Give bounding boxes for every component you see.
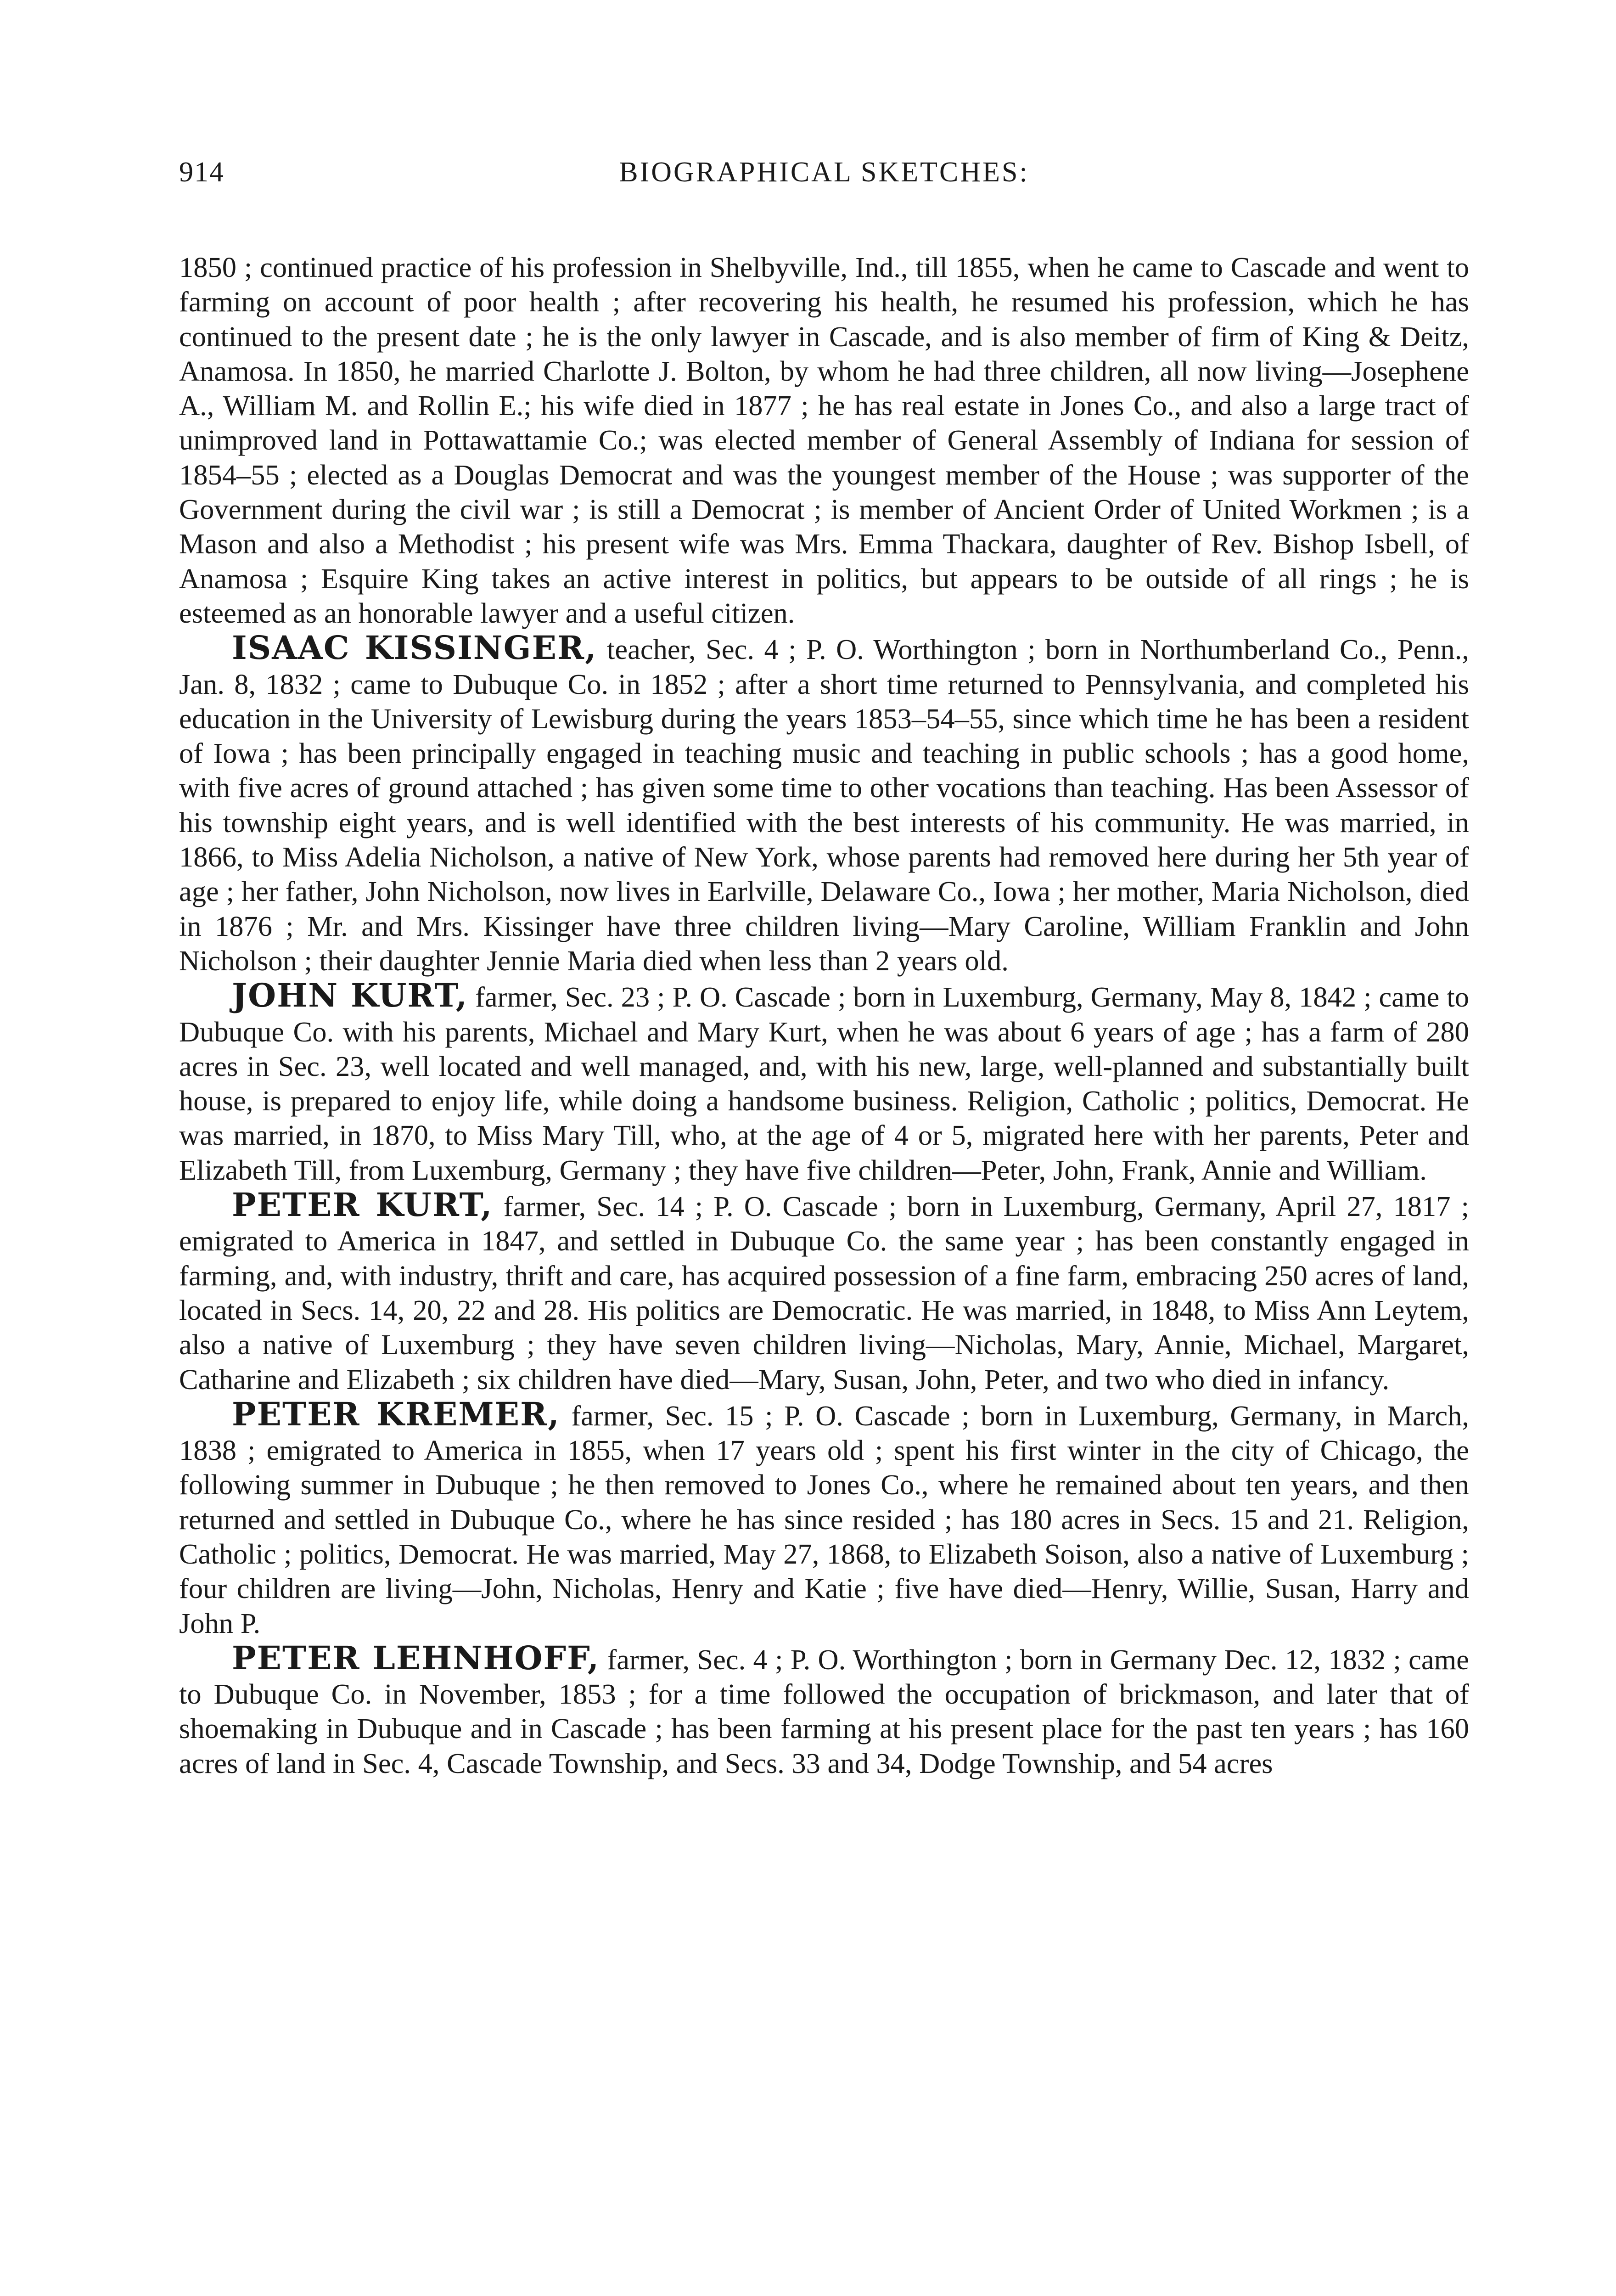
sketch-peter-kurt: [179, 1187, 1469, 1397]
sketch-name: PETER LEHNHOFF,: [232, 1638, 600, 1677]
sketch-text: teacher, Sec. 4 ; P. O. Worthington ; born in Northumberland Co., Penn., Jan. 8, 1832 ; came to Dubuque Co. in 1852 ; after a short time returned to Pennsylvania, and completed his education in the University of Lewisburg during the years 1853–54–55, since which time he has been a resident of Iowa ; has been principally engaged in teaching music and teaching in public schools ; has a good home, with five acres of ground attached ; has given some time to other vocations than teaching. Has been Assessor of his township eight years, and is well identified with the best interests of his community. He was married, in 1866, to Miss Adelia Nicholson, a native of New York, whose parents had removed here during her 5th year of age ; her father, John Nicholson, now lives in Earlville, Delaware Co., Iowa ; her mother, Maria Nicholson, died in 1876 ; Mr. and Mrs. Kissinger have three children living—Mary Caroline, William Franklin and John Nicholson ; their daughter Jennie Maria died when less than 2 years old.: [179, 633, 1470, 977]
running-head: [179, 156, 1469, 197]
sketch-name: ISAAC KISSINGER,: [232, 629, 597, 667]
book-page: [179, 156, 1469, 1781]
running-title: BIOGRAPHICAL SKETCHES:: [619, 157, 1029, 188]
sketch-text: farmer, Sec. 23 ; P. O. Cascade ; born in Luxemburg, Germany, May 8, 1842 ; came to Dubuque Co. with his parents, Michael and Mary Kurt, when he was about 6 years of age ; has a farm of 280 acres in Sec. 23, well located and well managed, and, with his new, large, well-planned and substantially built house, is prepared to enjoy life, while doing a handsome business. Religion, Catholic ; politics, Democrat. He was married, in 1870, to Miss Mary Till, who, at the age of 4 or 5, migrated here with her parents, Peter and Elizabeth Till, from Luxemburg, Germany ; they have five children—Peter, John, Frank, Annie and William.: [179, 981, 1469, 1186]
body-text: [179, 250, 1469, 1781]
sketch-isaac-kissinger: [179, 630, 1469, 978]
sketch-text: 1850 ; continued practice of his profession in Shelbyville, Ind., till 1855, when he came to Cascade and went to farming on account of poor health ; after recovering his health, he resumed his profession, which he has continued to the present date ; he is the only lawyer in Cascade, and is also member of firm of King & Deitz, Anamosa. In 1850, he married Charlotte J. Bolton, by whom he had three children, all now living—Josephene A., William M. and Rollin E.; his wife died in 1877 ; he has real estate in Jones Co., and also a large tract of unimproved land in Pottawattamie Co.; was elected member of General Assembly of Indiana for session of 1854–55 ; elected as a Douglas Democrat and was the youngest member of the House ; was supporter of the Government during the civil war ; is still a Democrat ; is member of Ancient Order of United Workmen ; is a Mason and also a Methodist ; his present wife was Mrs. Emma Thackara, daughter of Rev. Bishop Isbell, of Anamosa ; Esquire King takes an active interest in politics, but appears to be outside of all rings ; he is esteemed as an honorable lawyer and a useful citizen.: [179, 251, 1469, 629]
sketch-john-kurt: [179, 978, 1469, 1187]
page-number: 914: [179, 157, 224, 188]
sketch-peter-kremer: [179, 1397, 1469, 1641]
sketch-name: PETER KURT,: [232, 1186, 493, 1224]
continued-sketch: [179, 250, 1469, 630]
sketch-name: JOHN KURT,: [232, 976, 468, 1015]
sketch-name: PETER KREMER,: [232, 1395, 560, 1433]
sketch-text: farmer, Sec. 14 ; P. O. Cascade ; born in Luxemburg, Germany, April 27, 1817 ; emigrated to America in 1847, and settled in Dubuque Co. the same year ; has been constantly engaged in farming, and, with industry, thrift and care, has acquired possession of a fine farm, embracing 250 acres of land, located in Secs. 14, 20, 22 and 28. His politics are Democratic. He was married, in 1848, to Miss Ann Leytem, also a native of Luxemburg ; they have seven children living—Nicholas, Mary, Annie, Michael, Margaret, Catharine and Elizabeth ; six children have died—Mary, Susan, John, Peter, and two who died in infancy.: [179, 1190, 1469, 1396]
sketch-text: farmer, Sec. 4 ; P. O. Worthington ; born in Germany Dec. 12, 1832 ; came to Dubuque Co. in November, 1853 ; for a time followed the occupation of brickmason, and later that of shoemaking in Dubuque and in Cascade ; has been farming at his present place for the past ten years ; has 160 acres of land in Sec. 4, Cascade Township, and Secs. 33 and 34, Dodge Township, and 54 acres: [179, 1643, 1469, 1779]
sketch-text: farmer, Sec. 15 ; P. O. Cascade ; born in Luxemburg, Germany, in March, 1838 ; emigrated to America in 1855, when 17 years old ; spent his first winter in the city of Chicago, the following summer in Dubuque ; he then removed to Jones Co., where he remained about ten years, and then returned and settled in Dubuque Co., where he has since resided ; has 180 acres in Secs. 15 and 21. Religion, Catholic ; politics, Democrat. He was married, May 27, 1868, to Elizabeth Soison, also a native of Luxemburg ; four children are living—John, Nicholas, Henry and Katie ; five have died—Henry, Willie, Susan, Harry and John P.: [179, 1399, 1470, 1639]
sketch-peter-lehnhoff: [179, 1638, 1469, 1781]
